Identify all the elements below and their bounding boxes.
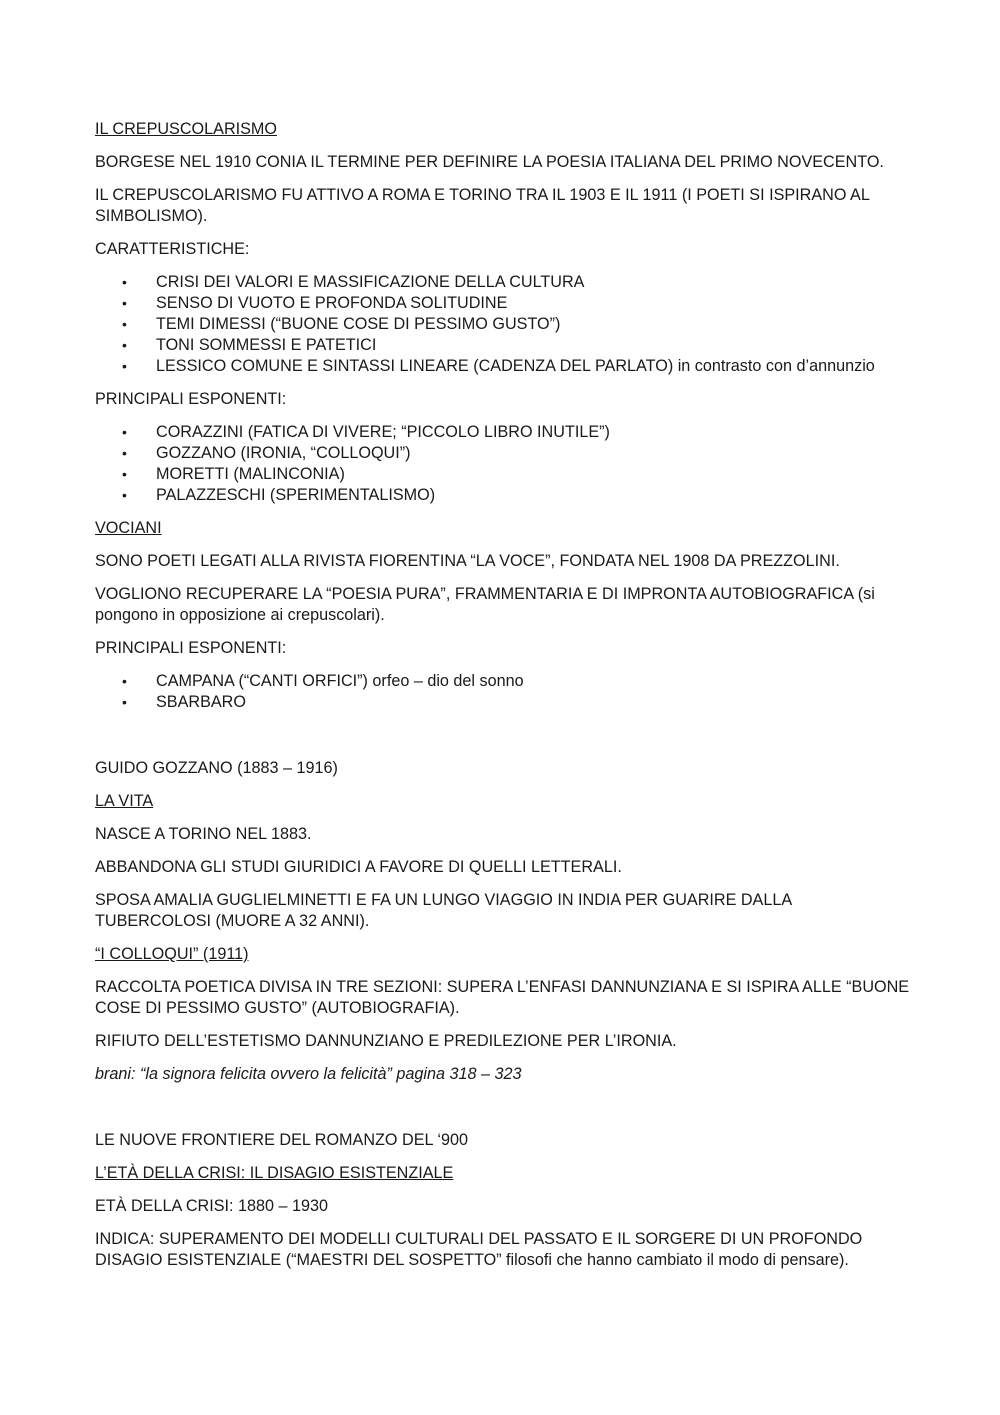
- spacer: [95, 725, 910, 758]
- list-item: • CRISI DEI VALORI E MASSIFICAZIONE DELLA CULTURA: [95, 272, 910, 293]
- paragraph: ETÀ DELLA CRISI: 1880 – 1930: [95, 1197, 329, 1215]
- list-item: • PALAZZESCHI (SPERIMENTALISMO): [95, 485, 910, 506]
- list-item: • MORETTI (MALINCONIA): [95, 464, 910, 485]
- paragraph: SPOSA AMALIA GUGLIELMINETTI E FA UN LUNGO VIAGGIO IN INDIA PER GUARIRE DALLA TUBERCOLOSI (MUORE A 32 ANNI).: [95, 891, 792, 930]
- paragraph: ABBANDONA GLI STUDI GIURIDICI A FAVORE DI QUELLI LETTERALI.: [95, 858, 622, 876]
- list-item: • SENSO DI VUOTO E PROFONDA SOLITUDINE: [95, 293, 910, 314]
- section-title-romanzo: LE NUOVE FRONTIERE DEL ROMANZO DEL ‘900: [95, 1131, 468, 1149]
- subheading-colloqui: “I COLLOQUI” (1911): [95, 945, 249, 963]
- paragraph: RIFIUTO DELL’ESTETISMO DANNUNZIANO E PREDILEZIONE PER L’IRONIA.: [95, 1032, 677, 1050]
- paragraph: VOGLIONO RECUPERARE LA “POESIA PURA”, FRAMMENTARIA E DI IMPRONTA AUTOBIOGRAFICA (si pongono in opposizione ai crepuscolari).: [95, 585, 875, 624]
- paragraph: NASCE A TORINO NEL 1883.: [95, 825, 312, 843]
- paragraph-brani: brani: “la signora felicita ovvero la felicità” pagina 318 – 323: [95, 1065, 522, 1083]
- paragraph: PRINCIPALI ESPONENTI:: [95, 639, 287, 657]
- paragraph: IL CREPUSCOLARISMO FU ATTIVO A ROMA E TORINO TRA IL 1903 E IL 1911 (I POETI SI ISPIRANO AL SIMBOLISMO).: [95, 186, 870, 225]
- list-item: • LESSICO COMUNE E SINTASSI LINEARE (CADENZA DEL PARLATO) in contrasto con d’annunzio: [95, 356, 910, 377]
- bullet-list-caratteristiche: [95, 272, 910, 377]
- paragraph: SONO POETI LEGATI ALLA RIVISTA FIORENTINA “LA VOCE”, FONDATA NEL 1908 DA PREZZOLINI.: [95, 552, 840, 570]
- bullet-list-esponenti: [95, 422, 910, 506]
- document-page: [95, 119, 910, 1283]
- paragraph: BORGESE NEL 1910 CONIA IL TERMINE PER DEFINIRE LA POESIA ITALIANA DEL PRIMO NOVECENTO.: [95, 153, 884, 171]
- list-item: • CORAZZINI (FATICA DI VIVERE; “PICCOLO LIBRO INUTILE”): [95, 422, 910, 443]
- bullet-list-vociani-esponenti: [95, 671, 910, 713]
- section-title-crepuscolarismo: IL CREPUSCOLARISMO: [95, 120, 277, 138]
- paragraph: CARATTERISTICHE:: [95, 240, 250, 258]
- spacer: [95, 1097, 910, 1130]
- paragraph: PRINCIPALI ESPONENTI:: [95, 390, 287, 408]
- paragraph: RACCOLTA POETICA DIVISA IN TRE SEZIONI: SUPERA L’ENFASI DANNUNZIANA E SI ISPIRA ALLE “BUONE COSE DI PESSIMO GUSTO” (AUTOBIOGRAFIA).: [95, 978, 910, 1017]
- list-item: • TONI SOMMESSI E PATETICI: [95, 335, 910, 356]
- list-item: • GOZZANO (IRONIA, “COLLOQUI”): [95, 443, 910, 464]
- subheading-eta-crisi: L’ETÀ DELLA CRISI: IL DISAGIO ESISTENZIALE: [95, 1164, 454, 1182]
- section-title-vociani: VOCIANI: [95, 519, 162, 537]
- section-title-gozzano: GUIDO GOZZANO (1883 – 1916): [95, 759, 338, 777]
- list-item: • SBARBARO: [95, 692, 910, 713]
- paragraph: INDICA: SUPERAMENTO DEI MODELLI CULTURALI DEL PASSATO E IL SORGERE DI UN PROFONDO DISAGIO ESISTENZIALE (“MAESTRI DEL SOSPETTO” filosofi che hanno cambiato il modo di pensare).: [95, 1230, 863, 1269]
- list-item: • TEMI DIMESSI (“BUONE COSE DI PESSIMO GUSTO”): [95, 314, 910, 335]
- subheading-vita: LA VITA: [95, 792, 154, 810]
- list-item: • CAMPANA (“CANTI ORFICI”) orfeo – dio del sonno: [95, 671, 910, 692]
